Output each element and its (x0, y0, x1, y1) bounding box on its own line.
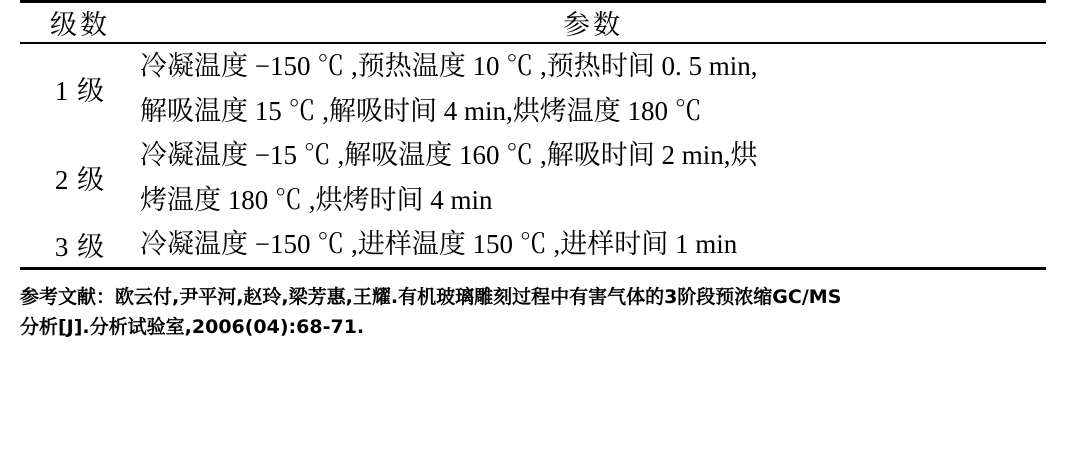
reference-block (20, 282, 1040, 343)
column-header-level: 级数 (20, 2, 140, 44)
parameter-line: 冷凝温度 −15 ℃ ,解吸温度 160 ℃ ,解吸时间 2 min,烘 (140, 140, 758, 171)
row-level-3: 3 级 (54, 231, 106, 262)
parameter-line: 冷凝温度 −150 ℃ ,预热温度 10 ℃ ,预热时间 0. 5 min, (140, 51, 758, 81)
row-parameters-2 (140, 133, 1046, 222)
table-bottom-rule-row (20, 268, 1046, 270)
table-header-row (20, 2, 1046, 44)
parameter-line: 烤温度 180 ℃ ,烘烤时间 4 min (140, 184, 493, 215)
table-row (20, 133, 1046, 222)
table-body (20, 43, 1046, 270)
row-level-2: 2 级 (54, 165, 106, 196)
table-row (20, 43, 1046, 133)
row-parameters-1 (140, 43, 1046, 133)
bottom-rule-left (20, 268, 140, 270)
row-level-1: 1 级 (20, 43, 140, 133)
parameters-table (20, 0, 1046, 270)
bottom-rule-right (140, 268, 1046, 270)
table-header (20, 2, 1046, 44)
parameter-line: 解吸温度 15 ℃ ,解吸时间 4 min,烘烤温度 180 ℃ (140, 95, 702, 126)
reference-line-2: 分析[J].分析试验室,2006(04):68-71. (20, 316, 365, 339)
row-parameters-3 (140, 222, 1046, 268)
column-header-parameters: 参数 (140, 2, 1046, 44)
reference-line-1: 参考文献：欧云付,尹平河,赵玲,梁芳惠,王耀.有机玻璃雕刻过程中有害气体的3阶段预浓缩GC/MS (20, 285, 842, 308)
parameter-line: 冷凝温度 −150 ℃ ,进样温度 150 ℃ ,进样时间 1 min (140, 229, 738, 260)
table-row (20, 222, 1046, 268)
